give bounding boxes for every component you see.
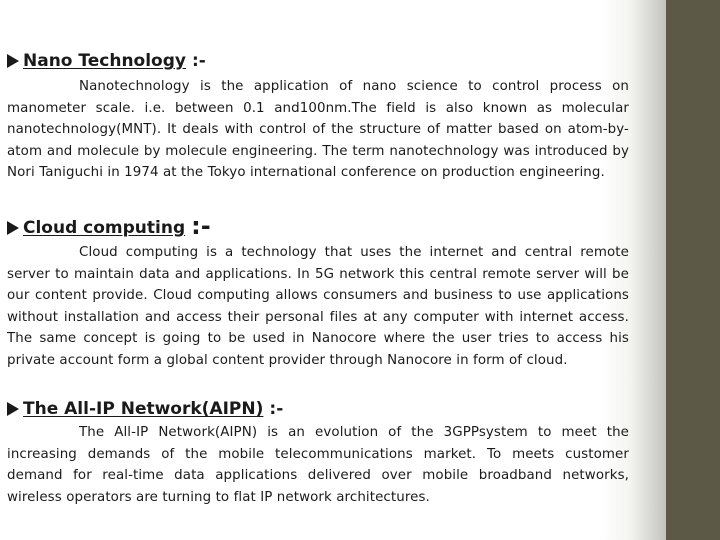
section-body-cloud-computing: Cloud computing is a technology that uses the internet and central remote server to maintain data and applications. In 5G network this central remote server will be our content provide. Cloud computing allows consumers and business to use applications without installation and access their personal files at any computer with internet access. The same concept is going to be used in Nanocore where the user tries to access his private account form a global content provider through Nanocore in form of cloud. <box>7 245 629 368</box>
section-heading-all-ip-network <box>7 399 283 419</box>
section-title: Cloud computing <box>23 218 186 238</box>
section-separator: :- <box>191 212 211 240</box>
arrow-bullet-icon <box>7 402 19 416</box>
section-title: Nano Technology <box>23 51 186 71</box>
section-separator: :- <box>192 51 206 71</box>
section-body-all-ip-network: The All-IP Network(AIPN) is an evolution of the 3GPPsystem to meet the increasing demands of the mobile telecommunications market. To meets customer demand for real-time data applications delivered over mobile broadband networks, wireless operators are turning to flat IP network architectures. <box>7 425 629 505</box>
arrow-bullet-icon <box>7 54 19 68</box>
arrow-bullet-icon <box>7 221 19 235</box>
section-separator: :- <box>269 399 284 419</box>
decorative-side-bar <box>666 0 720 540</box>
section-title: The All-IP Network(AIPN) <box>23 399 264 419</box>
section-heading-cloud-computing <box>7 212 211 240</box>
section-heading-nano-technology <box>7 51 206 71</box>
section-body-nano-technology: Nanotechnology is the application of nano science to control process on manometer scale. i.e. between 0.1 and100nm.The field is also known as molecular nanotechnology(MNT). It deals with control of the structure of matter based on atom-by-atom and molecule by molecule engineering. The term nanotechnology was introduced by Nori Taniguchi in 1974 at the Tokyo international conference on production engineering. <box>7 79 629 181</box>
